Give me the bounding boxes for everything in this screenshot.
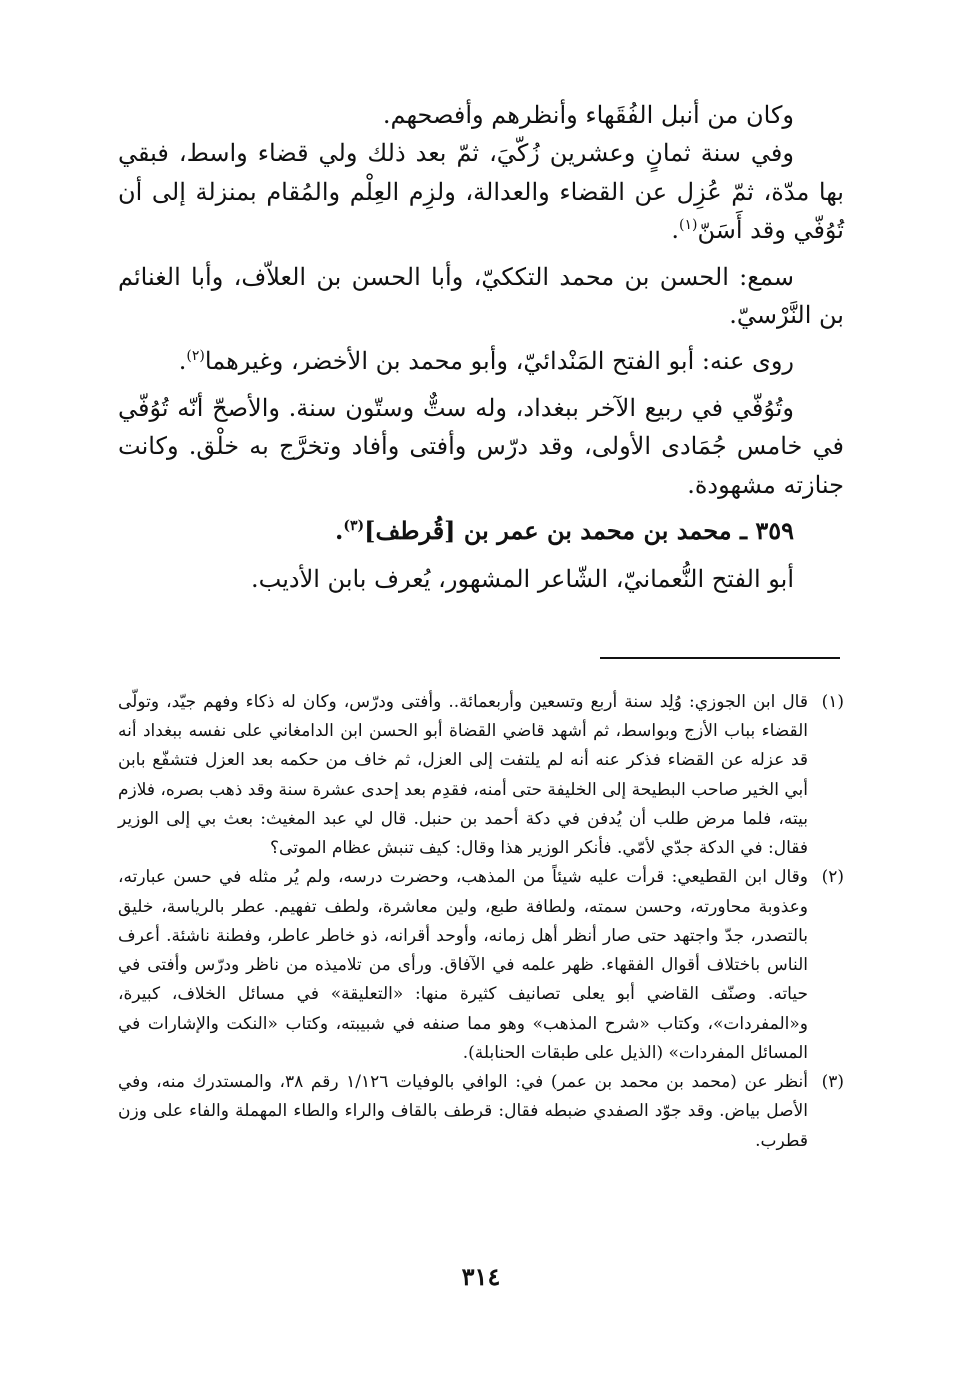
footnote-divider	[600, 657, 840, 659]
paragraph-5: وتُوُفّي في ربيع الآخر ببغداد، وله ستٌّ وستّون سنة. والأصحّ أنّه تُوُفّي في خامس جُمَادى الأولى، وقد درّس وأفتى وأفاد وتخرَّج به خلْق. وكانت جنازته مشهودة.	[118, 393, 844, 499]
paragraph-2-text: وفي سنة ثمانٍ وعشرين زُكّيَ، ثمّ بعد ذلك ولي قضاء واسط، فبقي بها مدّة، ثمّ عُزِل عن القضاء والعدالة، ولزِم العِلْم والمُقام بمنزلة إلى أن تُوُفّي وقد أَسَنّ	[118, 139, 844, 245]
footnote-ref-1: (١)	[679, 217, 698, 234]
entry-title: ٣٥٩ ـ محمد بن محمد بن عمر بن [قُرطف]$^{(٣)}$.	[335, 515, 794, 545]
footnote	[118, 1068, 844, 1156]
page-number: ٣١٤	[461, 1262, 501, 1291]
paragraph-4: روى عنه: أبو الفتح المَنْدائيّ، وأبو محمد بن الأخضر، وغيرهما$^{(٢)}$.	[178, 347, 794, 376]
footnote-text: قال ابن الجوزي: وُلِد سنة أربع وتسعين وأربعمائة.. وأفتى ودرّس، وكان له ذكاء وفهم جيّد، وتولّى القضاء بباب الأزج وبواسط، ثم أشهد قاضي القضاة أبو الحسن ابن الدامغاني على نفسه ببغداد أنه قد عزله عن القضاء فذكر عنه أنه لم يلتفت إلى العزل، ثم خاف من حكمه بعد العزل فتشفّع بابن أبي الخير صاحب البطيحة إلى الخليفة حتى أمنه، فقدِم بعد إحدى عشرة سنة وقد ذهب بصره، فلازم بيته، فلما مرض طلب أن يُدفن في دكة أحمد بن حنبل. قال لي عبد المغيث: بعث بي إلى الوزير فقال: في الدكة جدّي لأمّي. فأنكر الوزير هذا وقال: كيف تنبش عظام الموتى؟	[118, 692, 808, 859]
footnote-text: أنظر عن (محمد بن محمد بن عمر) في: الوافي بالوفيات ١/١٢٦ رقم ٣٨، والمستدرك منه، وفي الأصل بياض. وقد جوّد الصفدي ضبطه فقال: قرطف بالقاف والراء والطاء المهملة والفاء على وزن قطرب.	[118, 1072, 808, 1151]
entry-subtitle: أبو الفتح النُّعمانيّ، الشّاعر المشهور، يُعرف بابن الأديب.	[251, 565, 794, 594]
footnote-ref-3: (٣)	[343, 517, 365, 534]
footnote	[118, 863, 844, 1068]
entry-title-text: ٣٥٩ ـ محمد بن محمد بن عمر بن [قُرطف]	[364, 515, 794, 545]
paragraph-2: وفي سنة ثمانٍ وعشرين زُكّيَ، ثمّ بعد ذلك ولي قضاء واسط، فبقي بها مدّة، ثمّ عُزِل عن القضاء والعدالة، ولزِم العِلْم والمُقام بمنزلة إلى أن تُوُفّي وقد أَسَنّ$^{(١)}$.	[118, 139, 844, 245]
footnotes	[118, 688, 844, 1156]
paragraph-4-text: روى عنه: أبو الفتح المَنْدائيّ، وأبو محمد بن الأخضر، وغيرهما	[204, 347, 794, 376]
footnote-ref-2: (٢)	[186, 348, 205, 365]
footnote-number: (١)	[821, 692, 844, 712]
footnote	[118, 688, 844, 863]
paragraph-3: سمع: الحسن بن محمد التككيّ، وأبا الحسن بن العلاّف، وأبا الغنائم بن النَّرْسيّ.	[118, 262, 844, 329]
footnote-number: (٢)	[821, 867, 844, 888]
main-text	[118, 96, 844, 607]
footnote-text: وقال ابن القطيعي: قرأت عليه شيئاً من المذهب، وحضرت درسه، ولم يُر مثله في حسن عبارته، وعذوبة محاورته، وحسن سمته، ولطافة طبع، ولين معاشرة، ولطف تفهيم. عطر بالرياسة، خليق بالتصدر، جدّ واجتهد حتى صار أنظر أهل زمانه، وأوحد أقرانه، ذو خاطر عاطر، وفطنة ناشئة. أعرف الناس باختلاف أقوال الفقهاء. ظهر علمه في الآفاق. ورأى من تلاميذه من ناظر ودرّس وأفتى في حياته. وصنّف القاضي أبو يعلى تصانيف كثيرة منها: «التعليقة» في مسائل الخلاف، كبيرة، و«المفردات»، وكتاب «شرح المذهب» وهو مما صنفه في شبيبته، وكتاب «النكت والإشارات في المسائل المفردات» (الذيل على طبقات الحنابلة).	[118, 867, 808, 1063]
paragraph-1: وكان من أنبل الفُقَهاء وأنظرهم وأفصحهم.	[382, 101, 794, 129]
footnote-number: (٣)	[821, 1072, 844, 1093]
